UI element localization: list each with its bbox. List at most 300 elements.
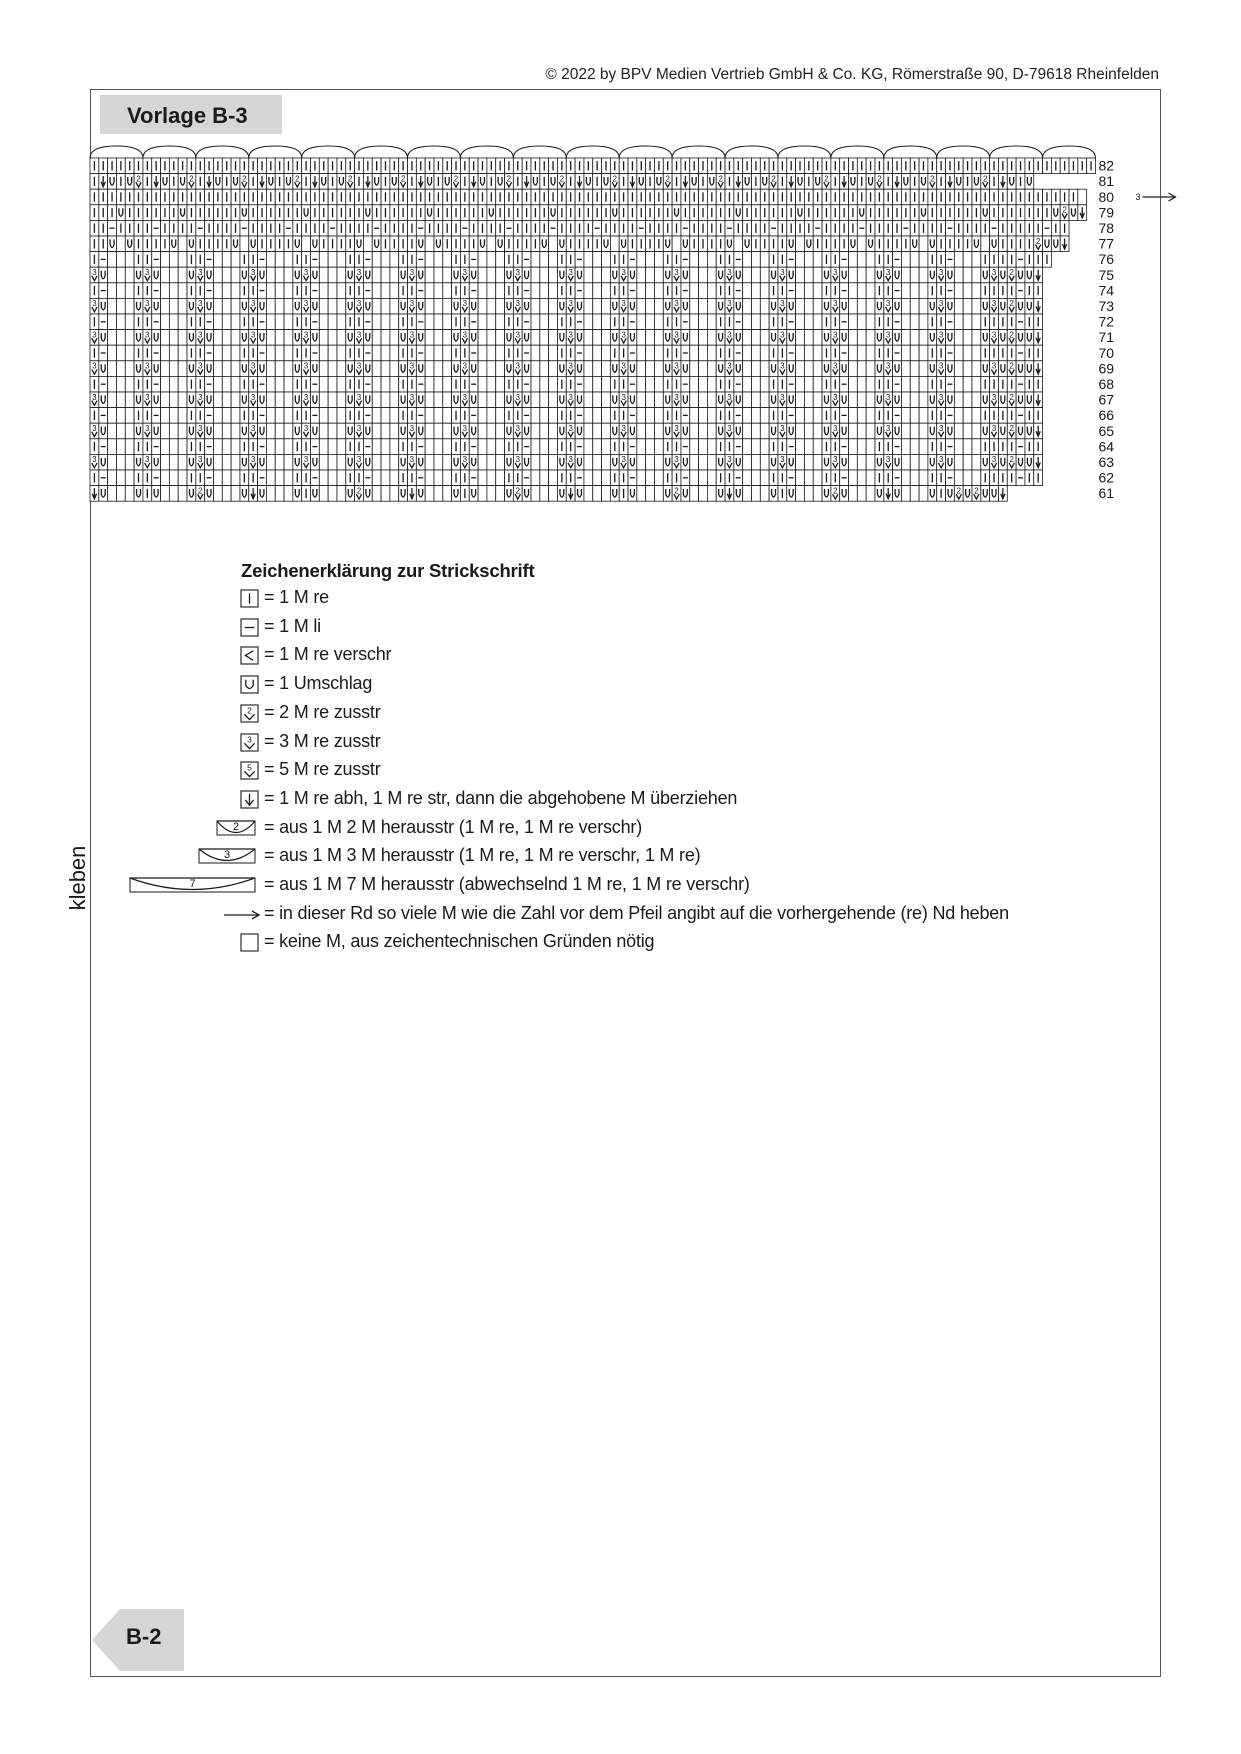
knit-symbol: [90, 376, 99, 392]
knit-symbol: [1043, 252, 1052, 268]
knit-symbol: [161, 205, 170, 221]
purl-symbol: [363, 314, 372, 330]
no-stitch-cell: [804, 267, 813, 283]
no-stitch-cell: [372, 252, 381, 268]
k3tog-symbol: [884, 330, 893, 346]
knit-symbol: [699, 236, 708, 252]
k3tog-symbol: [249, 267, 258, 283]
purl-symbol: [99, 314, 108, 330]
skpo-symbol: [152, 174, 161, 190]
yarn-over-symbol: [1025, 330, 1034, 346]
yarn-over-symbol: [981, 392, 990, 408]
purl-symbol: [205, 376, 214, 392]
no-stitch-cell: [390, 486, 399, 502]
no-stitch-cell: [857, 314, 866, 330]
knit-symbol: [981, 158, 990, 174]
yarn-over-symbol: [355, 236, 364, 252]
knit-symbol: [937, 205, 946, 221]
no-stitch-cell: [919, 423, 928, 439]
svg-text:3: 3: [356, 299, 362, 309]
svg-text:3: 3: [727, 299, 732, 309]
knit-symbol: [663, 205, 672, 221]
knit-symbol: [769, 283, 778, 299]
yarn-over-symbol: [769, 330, 778, 346]
no-stitch-cell: [108, 361, 117, 377]
no-stitch-cell: [116, 314, 125, 330]
no-stitch-cell: [363, 236, 372, 252]
knit-symbol: [778, 376, 787, 392]
yarn-over-symbol: [311, 454, 320, 470]
knit-symbol: [355, 439, 364, 455]
no-stitch-cell: [963, 314, 972, 330]
no-stitch-cell: [734, 236, 743, 252]
knit-symbol: [857, 158, 866, 174]
purl-symbol: [840, 439, 849, 455]
yarn-over-symbol: [849, 236, 858, 252]
svg-text:3: 3: [938, 330, 944, 340]
yarn-over-symbol: [125, 236, 134, 252]
yarn-over-symbol: [822, 423, 831, 439]
yarn-over-symbol: [505, 392, 514, 408]
no-stitch-cell: [213, 470, 222, 486]
no-stitch-cell: [972, 470, 981, 486]
knit-symbol: [734, 220, 743, 236]
no-stitch-cell: [178, 283, 187, 299]
no-stitch-cell: [743, 252, 752, 268]
yarn-over-symbol: [840, 454, 849, 470]
knit-symbol: [293, 439, 302, 455]
knit-symbol: [355, 345, 364, 361]
knit-symbol: [169, 220, 178, 236]
no-stitch-cell: [478, 345, 487, 361]
no-stitch-cell: [857, 439, 866, 455]
no-stitch-cell: [910, 267, 919, 283]
svg-text:2: 2: [930, 174, 935, 184]
purl-symbol: [522, 283, 531, 299]
knit-symbol: [346, 470, 355, 486]
knit-symbol: [1034, 314, 1043, 330]
svg-text:3: 3: [515, 361, 520, 371]
yarn-over-symbol: [1051, 205, 1060, 221]
knit-symbol: [557, 205, 566, 221]
knit-symbol: [249, 345, 258, 361]
no-stitch-cell: [443, 423, 452, 439]
knit-symbol: [478, 158, 487, 174]
no-stitch-cell: [443, 376, 452, 392]
knit-symbol: [831, 283, 840, 299]
k3tog-symbol: [355, 392, 364, 408]
no-stitch-cell: [443, 392, 452, 408]
no-stitch-cell: [231, 283, 240, 299]
yarn-over-symbol: [981, 267, 990, 283]
no-stitch-cell: [531, 454, 540, 470]
yarn-over-symbol: [187, 454, 196, 470]
yarn-over-symbol: [875, 423, 884, 439]
no-stitch-cell: [108, 330, 117, 346]
knit-symbol: [760, 158, 769, 174]
yarn-over-symbol: [240, 454, 249, 470]
purl-symbol: [575, 376, 584, 392]
no-stitch-cell: [760, 454, 769, 470]
svg-text:3: 3: [991, 299, 997, 309]
no-stitch-cell: [849, 330, 858, 346]
row-number-label: 74: [1098, 282, 1115, 299]
knit-symbol: [134, 205, 143, 221]
no-stitch-cell: [116, 439, 125, 455]
purl-symbol: [857, 220, 866, 236]
svg-text:3: 3: [938, 268, 944, 277]
yarn-over-symbol: [1043, 236, 1052, 252]
knit-symbol: [213, 220, 222, 236]
knit-symbol: [408, 283, 417, 299]
knit-symbol: [1016, 189, 1025, 205]
no-stitch-cell: [743, 376, 752, 392]
yarn-over-symbol: [1025, 267, 1034, 283]
knit-symbol: [981, 189, 990, 205]
yarn-over-symbol: [187, 423, 196, 439]
knit-symbol: [408, 470, 417, 486]
purl-symbol: [522, 345, 531, 361]
knit-symbol: [804, 158, 813, 174]
no-stitch-cell: [804, 486, 813, 502]
yarn-over-symbol: [311, 361, 320, 377]
no-stitch-cell: [849, 376, 858, 392]
no-stitch-cell: [963, 267, 972, 283]
row-number-label: 69: [1098, 360, 1115, 377]
no-stitch-cell: [125, 392, 134, 408]
no-stitch-cell: [549, 408, 558, 424]
knit-symbol: [513, 205, 522, 221]
yarn-over-symbol: [602, 174, 611, 190]
purl-symbol: [205, 345, 214, 361]
knit-symbol: [161, 236, 170, 252]
no-stitch-cell: [919, 376, 928, 392]
knit-symbol: [452, 252, 461, 268]
yarn-over-symbol: [557, 392, 566, 408]
knit-symbol: [513, 345, 522, 361]
yarn-over-symbol: [99, 423, 108, 439]
knit-symbol: [249, 205, 258, 221]
knit-symbol: [452, 408, 461, 424]
no-stitch-cell: [266, 314, 275, 330]
knit-symbol: [134, 376, 143, 392]
no-stitch-cell: [496, 283, 505, 299]
legend-symbol: [0, 930, 262, 956]
knit-symbol: [478, 220, 487, 236]
no-stitch-cell: [169, 314, 178, 330]
knit-symbol: [505, 314, 514, 330]
knit-symbol: [152, 236, 161, 252]
no-stitch-cell: [699, 267, 708, 283]
no-stitch-cell: [954, 408, 963, 424]
svg-text:3: 3: [674, 330, 679, 340]
purl-symbol: [946, 220, 955, 236]
knit-symbol: [143, 376, 152, 392]
knit-symbol: [557, 314, 566, 330]
knit-symbol: [505, 236, 514, 252]
k3tog-symbol: [725, 423, 734, 439]
knit-symbol: [716, 236, 725, 252]
k3tog-symbol: [355, 361, 364, 377]
knit-symbol: [849, 205, 858, 221]
knit-symbol: [478, 189, 487, 205]
knit-symbol: [566, 345, 575, 361]
skpo-symbol: [416, 174, 425, 190]
purl-symbol: [946, 314, 955, 330]
no-stitch-cell: [434, 345, 443, 361]
knit-symbol: [302, 283, 311, 299]
no-stitch-cell: [487, 314, 496, 330]
no-stitch-cell: [266, 267, 275, 283]
purl-symbol: [1016, 283, 1025, 299]
knit-symbol: [831, 376, 840, 392]
yarn-over-symbol: [928, 423, 937, 439]
chart-row-64: [90, 439, 1043, 455]
no-stitch-cell: [699, 361, 708, 377]
purl-symbol: [575, 408, 584, 424]
purl-symbol: [469, 408, 478, 424]
no-stitch-cell: [752, 454, 761, 470]
purl-symbol: [363, 376, 372, 392]
knit-symbol: [478, 205, 487, 221]
knit-symbol: [513, 252, 522, 268]
knit-symbol: [646, 236, 655, 252]
knit-symbol: [884, 408, 893, 424]
no-stitch-cell: [319, 392, 328, 408]
no-stitch-cell: [602, 392, 611, 408]
legend-item: [0, 586, 1100, 612]
yarn-over-symbol: [893, 361, 902, 377]
no-stitch-cell: [972, 454, 981, 470]
no-stitch-cell: [804, 392, 813, 408]
no-stitch-cell: [707, 283, 716, 299]
knit-symbol: [725, 252, 734, 268]
k3tog-symbol: [884, 298, 893, 314]
yarn-over-symbol: [399, 298, 408, 314]
arrow-count-label: 3: [1135, 191, 1141, 202]
yarn-over-symbol: [575, 392, 584, 408]
no-stitch-cell: [866, 252, 875, 268]
legend-symbol: [0, 844, 262, 870]
no-stitch-cell: [487, 330, 496, 346]
knit-symbol: [487, 220, 496, 236]
no-stitch-cell: [707, 454, 716, 470]
yarn-over-symbol: [522, 361, 531, 377]
yarn-over-symbol: [681, 454, 690, 470]
no-stitch-cell: [593, 486, 602, 502]
knit-symbol: [822, 314, 831, 330]
knit-symbol: [760, 205, 769, 221]
no-stitch-cell: [390, 392, 399, 408]
no-stitch-cell: [919, 345, 928, 361]
knit-symbol: [178, 189, 187, 205]
no-stitch-cell: [231, 486, 240, 502]
no-stitch-cell: [425, 423, 434, 439]
no-stitch-cell: [161, 470, 170, 486]
knit-symbol: [884, 252, 893, 268]
row-number-label: 66: [1098, 407, 1115, 424]
yarn-over-symbol: [796, 205, 805, 221]
yarn-over-symbol: [919, 205, 928, 221]
no-stitch-cell: [699, 423, 708, 439]
no-stitch-cell: [637, 267, 646, 283]
yarn-over-symbol: [522, 423, 531, 439]
no-stitch-cell: [178, 376, 187, 392]
no-stitch-cell: [125, 345, 134, 361]
k3tog-symbol: [778, 298, 787, 314]
no-stitch-cell: [231, 345, 240, 361]
knit-symbol: [619, 158, 628, 174]
legend-item: [0, 902, 1100, 928]
yarn-over-symbol: [205, 423, 214, 439]
no-stitch-cell: [972, 330, 981, 346]
knit-symbol: [743, 189, 752, 205]
knit-symbol: [566, 439, 575, 455]
knit-symbol: [778, 345, 787, 361]
knit-symbol: [416, 189, 425, 205]
yarn-over-symbol: [346, 298, 355, 314]
no-stitch-cell: [901, 252, 910, 268]
knit-symbol: [707, 205, 716, 221]
no-stitch-cell: [531, 486, 540, 502]
k2tog-symbol: [875, 174, 884, 190]
no-stitch-cell: [654, 252, 663, 268]
knit-symbol: [778, 408, 787, 424]
chart-row-65: [90, 423, 1043, 439]
knit-symbol: [557, 345, 566, 361]
knit-symbol: [1007, 408, 1016, 424]
knit-symbol: [134, 283, 143, 299]
knit-symbol: [1025, 220, 1034, 236]
knit-symbol: [910, 220, 919, 236]
svg-text:3: 3: [515, 268, 520, 277]
no-stitch-cell: [284, 267, 293, 283]
no-stitch-cell: [690, 408, 699, 424]
purl-symbol: [416, 252, 425, 268]
knit-symbol: [399, 220, 408, 236]
purl-symbol: [505, 220, 514, 236]
k3tog-symbol: [408, 330, 417, 346]
knit-symbol: [460, 158, 469, 174]
knit-symbol: [990, 408, 999, 424]
k3tog-symbol: [566, 392, 575, 408]
k3tog-symbol: [672, 330, 681, 346]
no-stitch-cell: [690, 454, 699, 470]
no-stitch-cell: [434, 283, 443, 299]
yarn-over-symbol: [363, 423, 372, 439]
yarn-over-symbol: [910, 236, 919, 252]
k3tog-symbol: [672, 298, 681, 314]
knit-symbol: [928, 158, 937, 174]
yarn-over-symbol: [134, 298, 143, 314]
knit-symbol: [981, 220, 990, 236]
no-stitch-cell: [549, 361, 558, 377]
no-stitch-cell: [690, 376, 699, 392]
knit-symbol: [716, 345, 725, 361]
chart-row-78: [90, 220, 1069, 236]
knit-symbol: [963, 174, 972, 190]
knit-symbol: [161, 220, 170, 236]
no-stitch-cell: [593, 439, 602, 455]
no-stitch-cell: [125, 470, 134, 486]
chart-row-66: [90, 408, 1043, 424]
svg-text:3: 3: [92, 330, 97, 340]
k3tog-symbol: [143, 361, 152, 377]
knit-symbol: [346, 314, 355, 330]
yarn-over-symbol: [928, 454, 937, 470]
knit-symbol: [249, 252, 258, 268]
no-stitch-cell: [275, 298, 284, 314]
no-stitch-cell: [654, 423, 663, 439]
yarn-over-symbol: [557, 298, 566, 314]
no-stitch-cell: [901, 423, 910, 439]
svg-text:3: 3: [409, 330, 415, 340]
k3tog-symbol: [513, 392, 522, 408]
legend-symbol: [0, 787, 262, 813]
knit-symbol: [946, 158, 955, 174]
knit-symbol: [566, 314, 575, 330]
no-stitch-cell: [646, 423, 655, 439]
skpo-symbol: [884, 486, 893, 502]
yarn-over-symbol: [205, 392, 214, 408]
no-stitch-cell: [584, 330, 593, 346]
knit-symbol: [672, 314, 681, 330]
no-stitch-cell: [901, 408, 910, 424]
yarn-over-symbol: [311, 267, 320, 283]
no-stitch-cell: [707, 486, 716, 502]
no-stitch-cell: [804, 423, 813, 439]
scallop-arc: [884, 146, 937, 158]
yarn-over-symbol: [372, 174, 381, 190]
knit-symbol: [778, 439, 787, 455]
yarn-over-symbol: [972, 174, 981, 190]
skpo-symbol: [1034, 392, 1043, 408]
knit-symbol: [1007, 345, 1016, 361]
k3tog-symbol: [831, 361, 840, 377]
yarn-over-symbol: [575, 330, 584, 346]
no-stitch-cell: [434, 361, 443, 377]
no-stitch-cell: [760, 470, 769, 486]
no-stitch-cell: [443, 454, 452, 470]
knit-symbol: [1034, 158, 1043, 174]
no-stitch-cell: [231, 376, 240, 392]
skpo-symbol: [522, 174, 531, 190]
k3tog-symbol: [196, 267, 205, 283]
knit-symbol: [337, 220, 346, 236]
yarn-over-symbol: [346, 454, 355, 470]
knit-symbol: [134, 408, 143, 424]
no-stitch-cell: [275, 408, 284, 424]
no-stitch-cell: [178, 454, 187, 470]
no-stitch-cell: [231, 267, 240, 283]
knit-symbol: [1025, 283, 1034, 299]
no-stitch-cell: [654, 361, 663, 377]
no-stitch-cell: [487, 345, 496, 361]
no-stitch-cell: [231, 314, 240, 330]
legend-item: [0, 701, 1100, 727]
purl-symbol: [328, 220, 337, 236]
no-stitch-cell: [866, 345, 875, 361]
chart-row-75: [90, 267, 1043, 283]
no-stitch-cell: [478, 486, 487, 502]
yarn-over-symbol: [928, 361, 937, 377]
no-stitch-cell: [646, 330, 655, 346]
knit-symbol: [408, 220, 417, 236]
knit-symbol: [249, 189, 258, 205]
no-stitch-cell: [328, 423, 337, 439]
knit-symbol: [205, 236, 214, 252]
yarn-over-symbol: [928, 392, 937, 408]
